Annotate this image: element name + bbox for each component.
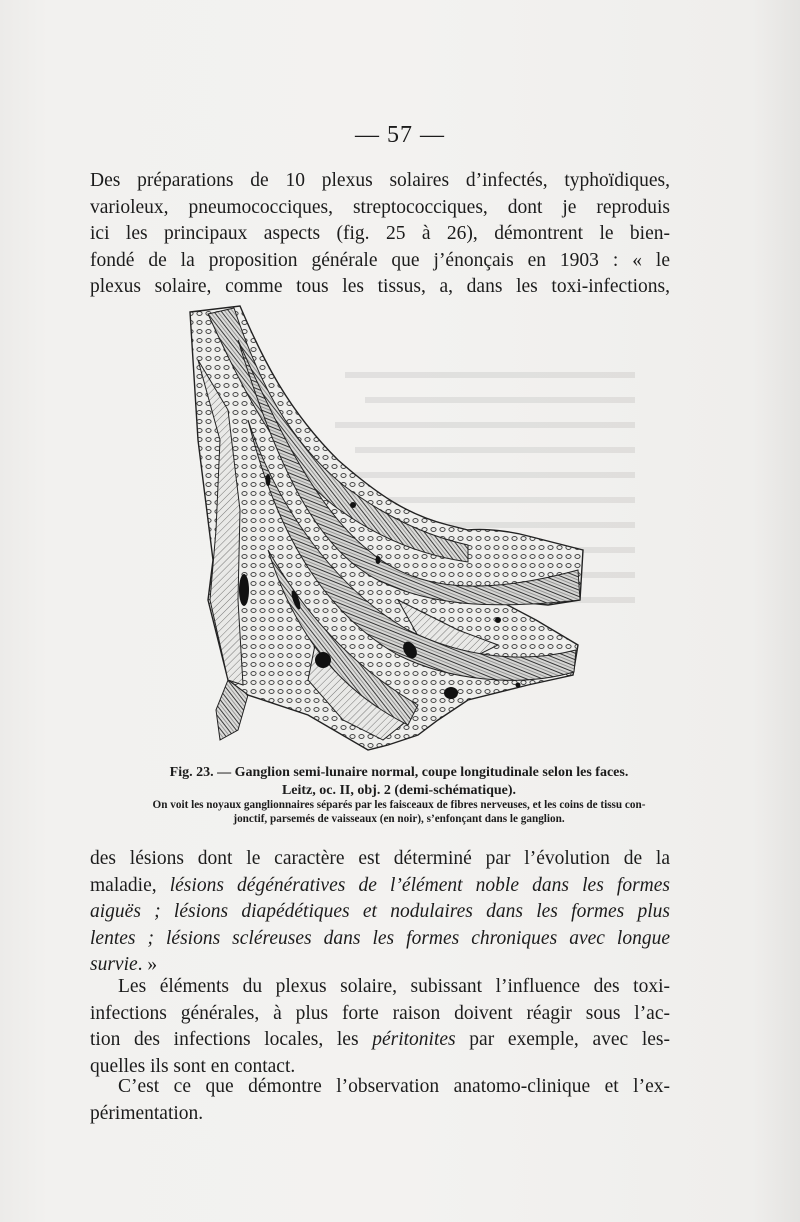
italic-run: aiguës ; lésions diapédétiques et nodulaires dans les formes plus xyxy=(90,901,670,922)
text-run: maladie, xyxy=(90,874,170,896)
text-line: varioleux, pneumococciques, streptococciques, dont je reproduis xyxy=(90,196,670,218)
ganglion-illustration xyxy=(168,300,588,760)
text-line: quelles ils sont en contact. xyxy=(90,1055,296,1077)
text-line: fondé de la proposition générale que j’énonçais en 1903 : « le xyxy=(90,249,670,271)
ganglion-drawing xyxy=(168,300,588,760)
text-line xyxy=(90,926,670,953)
paragraph-elements xyxy=(90,974,670,1080)
italic-run: lentes ; lésions scléreuses dans les formes chroniques avec longue xyxy=(90,927,670,949)
paragraph-intro xyxy=(90,168,670,301)
text-line: ici les principaux aspects (fig. 25 à 26), démontrent le bien- xyxy=(90,223,670,244)
figure-caption xyxy=(94,764,704,800)
figure-note xyxy=(94,798,704,826)
italic-run: survie xyxy=(90,954,138,975)
caption-subtitle: Leitz, oc. II, obj. 2 (demi-schématique). xyxy=(281,783,517,798)
text-run: . » xyxy=(137,954,158,975)
text-line xyxy=(90,1027,670,1054)
caption-title: Fig. 23. — Ganglion semi-lunaire normal, coupe longitudinale selon les faces. xyxy=(169,765,629,780)
text-line: infections générales, à plus forte raison doivent réagir sous l’ac- xyxy=(90,1002,670,1024)
text-run: tion des infections locales, les xyxy=(90,1029,373,1050)
text-line xyxy=(90,873,670,900)
text-line: Des préparations de 10 plexus solaires d’infectés, typhoïdiques, xyxy=(90,170,670,191)
italic-run: lésions dégénératives de l’élément noble dans les formes xyxy=(169,874,671,896)
caption-note-line: jonctif, parsemés de vaisseaux (en noir), s’enfonçant dans le ganglion. xyxy=(233,813,565,825)
text-line: Les éléments du plexus solaire, subissant l’influence des toxi- xyxy=(118,976,670,997)
text-line: des lésions dont le caractère est déterminé par l’évolution de la xyxy=(90,848,670,869)
text-line xyxy=(90,899,670,926)
text-line: périmentation. xyxy=(90,1102,204,1124)
text-run: par exemple, avec les- xyxy=(455,1029,670,1050)
paragraph-lesions xyxy=(90,846,670,979)
text-line: C’est ce que démontre l’observation anatomo-clinique et l’ex- xyxy=(118,1076,670,1097)
caption-note-line: On voit les noyaux ganglionnaires séparés par les faisceaux de fibres nerveuses, et les coins de tissu con- xyxy=(152,799,646,811)
page-number: — 57 — xyxy=(355,122,445,148)
text-line: plexus solaire, comme tous les tissus, a, dans les toxi-infections, xyxy=(90,276,670,297)
paragraph-observation xyxy=(90,1074,670,1127)
italic-run: péritonites xyxy=(372,1029,456,1050)
